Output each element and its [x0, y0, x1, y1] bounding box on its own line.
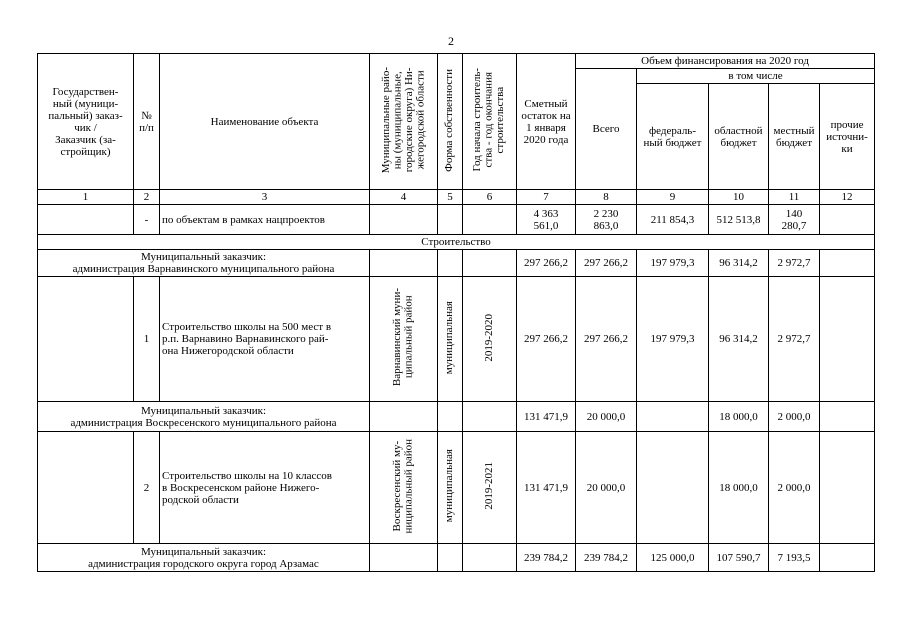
column-number: 12	[820, 190, 875, 205]
header-regional: областной бюджет	[709, 84, 769, 190]
customer-name: Муниципальный заказчик: администрация Воскресенского муниципального района	[38, 402, 370, 432]
customer-row	[38, 402, 875, 432]
object-total: 297 266,2	[576, 277, 637, 402]
object-local: 2 000,0	[769, 432, 820, 544]
summary-total: 2 230 863,0	[576, 205, 637, 235]
header-years: Год начала строитель- ства - год окончания строительства	[463, 54, 517, 190]
summary-federal: 211 854,3	[637, 205, 709, 235]
customer-row	[38, 544, 875, 572]
summary-number: -	[134, 205, 160, 235]
customer-federal	[637, 402, 709, 432]
header-total: Всего	[576, 69, 637, 190]
customer-total: 20 000,0	[576, 402, 637, 432]
customer-federal: 125 000,0	[637, 544, 709, 572]
header-federal: федераль- ный бюджет	[637, 84, 709, 190]
column-number: 4	[370, 190, 438, 205]
column-number: 5	[438, 190, 463, 205]
column-number: 10	[709, 190, 769, 205]
object-total: 20 000,0	[576, 432, 637, 544]
customer-total: 239 784,2	[576, 544, 637, 572]
object-local: 2 972,7	[769, 277, 820, 402]
customer-regional: 96 314,2	[709, 250, 769, 277]
header-customer: Государствен- ный (муници- пальный) заказ- чик / Заказчик (за- стройщик)	[38, 54, 134, 190]
column-number: 3	[160, 190, 370, 205]
customer-local: 2 972,7	[769, 250, 820, 277]
object-regional: 96 314,2	[709, 277, 769, 402]
object-district: Воскресенский му- ниципальный район	[370, 432, 438, 544]
summary-local: 140 280,7	[769, 205, 820, 235]
object-district: Варнавинский муни- ципальный район	[370, 277, 438, 402]
customer-balance: 239 784,2	[517, 544, 576, 572]
column-number: 1	[38, 190, 134, 205]
header-ownership: Форма собственности	[438, 54, 463, 190]
header-local: местный бюджет	[769, 84, 820, 190]
customer-name: Муниципальный заказчик: администрация городского округа город Арзамас	[38, 544, 370, 572]
customer-federal: 197 979,3	[637, 250, 709, 277]
summary-regional: 512 513,8	[709, 205, 769, 235]
object-row	[38, 277, 875, 402]
column-number: 2	[134, 190, 160, 205]
object-ownership: муниципальная	[438, 432, 463, 544]
customer-regional: 107 590,7	[709, 544, 769, 572]
object-row	[38, 432, 875, 544]
object-regional: 18 000,0	[709, 432, 769, 544]
summary-balance: 4 363 561,0	[517, 205, 576, 235]
customer-regional: 18 000,0	[709, 402, 769, 432]
object-name: Строительство школы на 10 классов в Воскресенском районе Нижего- родской области	[160, 432, 370, 544]
header-number: № п/п	[134, 54, 160, 190]
customer-balance: 297 266,2	[517, 250, 576, 277]
customer-local: 7 193,5	[769, 544, 820, 572]
customer-name: Муниципальный заказчик: администрация Варнавинского муниципального района	[38, 250, 370, 277]
page-number: 2	[448, 34, 454, 48]
customer-row	[38, 250, 875, 277]
object-years: 2019-2021	[463, 432, 517, 544]
header-financing: Объем финансирования на 2020 год	[576, 54, 875, 69]
object-number: 1	[134, 277, 160, 402]
header-object-name: Наименование объекта	[160, 54, 370, 190]
column-number: 9	[637, 190, 709, 205]
financing-table	[37, 53, 875, 572]
object-balance: 297 266,2	[517, 277, 576, 402]
object-federal: 197 979,3	[637, 277, 709, 402]
header-including: в том числе	[637, 69, 875, 84]
object-number: 2	[134, 432, 160, 544]
header-district: Муниципальные райо- ны (муниципальные, городские округа) Ни- жегородской области	[370, 54, 438, 190]
header-balance: Сметный остаток на 1 января 2020 года	[517, 54, 576, 190]
column-number: 8	[576, 190, 637, 205]
summary-row	[38, 205, 875, 235]
summary-customer	[38, 205, 134, 235]
object-years: 2019-2020	[463, 277, 517, 402]
column-number: 7	[517, 190, 576, 205]
customer-balance: 131 471,9	[517, 402, 576, 432]
object-federal	[637, 432, 709, 544]
section-title: Строительство	[38, 235, 875, 250]
column-number: 6	[463, 190, 517, 205]
customer-total: 297 266,2	[576, 250, 637, 277]
column-number: 11	[769, 190, 820, 205]
object-ownership: муниципальная	[438, 277, 463, 402]
summary-name: по объектам в рамках нацпроектов	[160, 205, 370, 235]
object-balance: 131 471,9	[517, 432, 576, 544]
object-name: Строительство школы на 500 мест в р.п. Варнавино Варнавинского рай- она Нижегородской области	[160, 277, 370, 402]
header-other: прочие источни- ки	[820, 84, 875, 190]
customer-local: 2 000,0	[769, 402, 820, 432]
